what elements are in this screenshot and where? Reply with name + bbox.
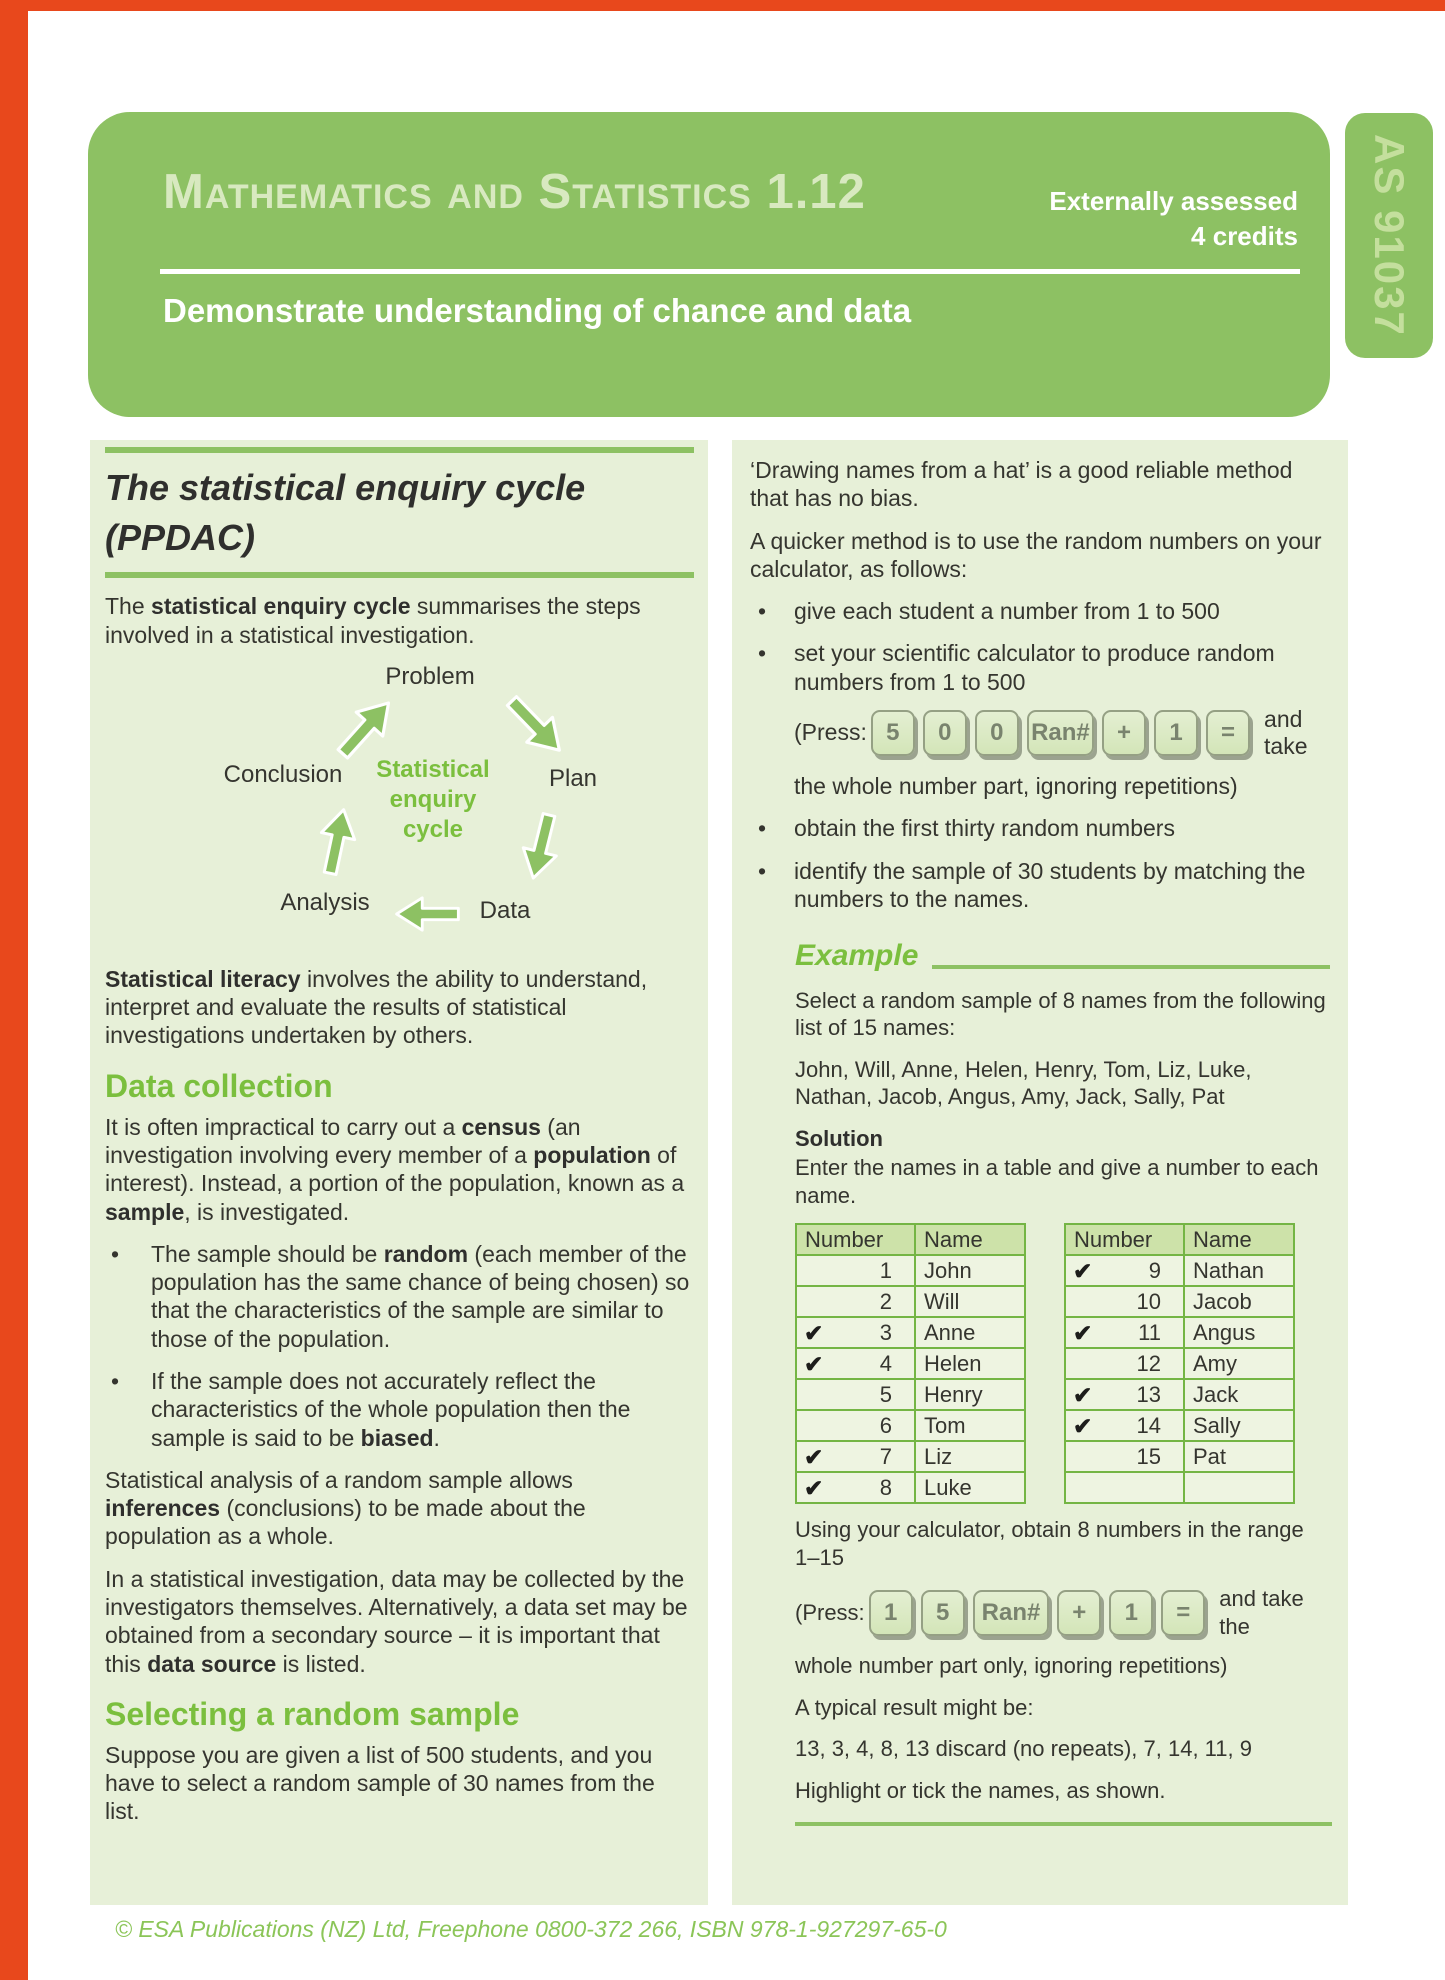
highlight-instruction: Highlight or tick the names, as shown. [795, 1777, 1166, 1803]
section-title: The statistical enquiry cycle (PPDAC) [105, 467, 586, 558]
bullet-marker: • [111, 1240, 120, 1267]
example-heading-rule [932, 965, 1330, 969]
standard-number-label: AS 91037 [1366, 134, 1413, 337]
ppdac-cycle-diagram [105, 663, 694, 959]
example-heading-row [795, 937, 1332, 975]
calc-key-equals: = [1206, 710, 1250, 756]
calc-key-5: 5 [921, 1590, 965, 1636]
table-row: 12 Amy [1065, 1348, 1294, 1379]
table-row: 10 Jacob [1065, 1286, 1294, 1317]
table-row: 6 Tom [796, 1410, 1025, 1441]
roll-table-left [795, 1223, 1026, 1504]
table-row: 2 Will [796, 1286, 1025, 1317]
table-row: ✔ 4 Helen [796, 1348, 1025, 1379]
cycle-arrow-data-to-analysis [393, 895, 461, 933]
section-accent-bar-top [105, 447, 694, 453]
typical-result-values: 13, 3, 4, 8, 13 discard (no repeats), 7, 14, 11, 9 [795, 1736, 1252, 1762]
intro-paragraph: The statistical enquiry cycle summarises the steps involved in a statistical investigation. [105, 593, 641, 648]
press-suffix: and take the [1219, 1586, 1304, 1639]
table-row: ✔ 11 Angus [1065, 1317, 1294, 1348]
bullet-set-calculator: • set your scientific calculator to produce random numbers from 1 to 500 [750, 639, 1332, 696]
cycle-arrow-analysis-to-conclusion [310, 802, 364, 881]
table-row: ✔ 9 Nathan [1065, 1255, 1294, 1286]
diagram-center-label: Statistical enquiry cycle [376, 755, 490, 843]
calculator-range-text: Using your calculator, obtain 8 numbers in the range 1–15 [795, 1517, 1304, 1570]
census-paragraph: It is often impractical to carry out a census (an investigation involving every member of a population of interest). Instead, a portion of the population, known as a sample, is investigated. [105, 1113, 685, 1225]
table-row: 1 John [796, 1255, 1025, 1286]
page-edge-left [0, 0, 28, 1980]
calc-key-5: 5 [871, 710, 915, 756]
calc-key-plus: + [1057, 1590, 1101, 1636]
calc-key-0: 0 [975, 710, 1019, 756]
heading-data-collection: Data collection [105, 1067, 333, 1104]
table-row: 15 Pat [1065, 1441, 1294, 1472]
calc-key-ran: Ran# [973, 1590, 1050, 1636]
bullet-marker: • [758, 815, 767, 842]
calc-key-0: 0 [923, 710, 967, 756]
table-row [1065, 1472, 1294, 1503]
bullet-marker: • [758, 598, 767, 625]
standard-subtitle: Demonstrate understanding of chance and data [163, 292, 912, 329]
bullet-marker: • [111, 1368, 120, 1394]
quicker-method-paragraph: A quicker method is to use the random numbers on your calculator, as follows: [750, 527, 1322, 582]
calculator-press-sequence-15 [795, 1585, 1332, 1640]
press-prefix: (Press: [794, 719, 867, 746]
hat-method-paragraph: ‘Drawing names from a hat’ is a good reliable method that has no bias. [750, 457, 1293, 512]
calc-key-plus: + [1102, 710, 1146, 756]
column-header-number: Number [796, 1224, 915, 1255]
copyright-footer: © ESA Publications (NZ) Ltd, Freephone 0800-372 266, ISBN 978-1-927297-65-0 [115, 1916, 947, 1942]
bullet-number-students: • give each student a number from 1 to 500 [750, 597, 1332, 625]
header-divider [160, 269, 1300, 274]
bullet-marker: • [758, 857, 767, 884]
data-source-paragraph: In a statistical investigation, data may be collected by the investigators themselves. Alternatively, a data set may be obtained from a secondary source – it is important that this data source is listed. [105, 1565, 688, 1677]
calc-key-1: 1 [1109, 1590, 1153, 1636]
example-heading: Example [795, 939, 919, 973]
press-suffix: and take [1264, 705, 1308, 759]
student-list-paragraph: Suppose you are given a list of 500 students, and you have to select a random sample of 30 names from the list. [105, 1741, 655, 1825]
diagram-label-analysis: Analysis [280, 888, 370, 916]
calc-key-1: 1 [1154, 710, 1198, 756]
diagram-label-problem: Problem [385, 662, 475, 690]
table-row: ✔ 13 Jack [1065, 1379, 1294, 1410]
bullet-biased-sample: • If the sample does not accurately reflect the characteristics of the whole population then the sample is said to be biased. [105, 1367, 694, 1452]
header-banner [88, 112, 1330, 417]
roll-table-right [1064, 1223, 1295, 1504]
calc-key-equals: = [1161, 1590, 1205, 1636]
bullet-obtain-numbers: • obtain the first thirty random numbers [750, 814, 1332, 842]
heading-selecting-random-sample: Selecting a random sample [105, 1695, 520, 1732]
press-continuation: whole number part only, ignoring repetitions) [795, 1653, 1228, 1679]
solution-intro: Enter the names in a table and give a number to each name. [795, 1155, 1319, 1208]
assessment-info [1049, 184, 1298, 254]
cycle-arrow-problem-to-plan [494, 683, 578, 768]
table-row: ✔ 8 Luke [796, 1472, 1025, 1503]
solution-label: Solution [795, 1125, 883, 1151]
typical-result-label: A typical result might be: [795, 1694, 1034, 1720]
diagram-label-plan: Plan [548, 764, 598, 792]
press-continuation: the whole number part, ignoring repetitions) [794, 772, 1238, 799]
diagram-label-data: Data [479, 896, 531, 924]
right-column-panel [732, 440, 1348, 1905]
column-header-number: Number [1065, 1224, 1184, 1255]
calc-key-ran: Ran# [1027, 710, 1094, 756]
statistical-literacy-paragraph: Statistical literacy involves the ability to understand, interpret and evaluate the results of statistical investigations undertaken by others. [105, 965, 648, 1049]
example-name-list: John, Will, Anne, Helen, Henry, Tom, Liz, Luke, Nathan, Jacob, Angus, Amy, Jack, Sally, Pat [795, 1056, 1252, 1110]
page-title: Mathematics and Statistics 1.12 [163, 165, 866, 219]
inferences-paragraph: Statistical analysis of a random sample allows inferences (conclusions) to be made about the population as a whole. [105, 1466, 586, 1550]
page-edge-top [0, 0, 1445, 11]
assessment-type: Externally assessed [1049, 186, 1298, 216]
example-problem-text: Select a random sample of 8 names from the following list of 15 names: [795, 987, 1326, 1041]
standard-number-tab [1345, 113, 1433, 358]
section-accent-bar-bottom [105, 572, 694, 578]
table-row: ✔ 7 Liz [796, 1441, 1025, 1472]
example-block [795, 937, 1332, 1804]
table-row: ✔ 14 Sally [1065, 1410, 1294, 1441]
table-row: ✔ 3 Anne [796, 1317, 1025, 1348]
calc-key-1: 1 [869, 1590, 913, 1636]
diagram-label-conclusion: Conclusion [223, 760, 343, 788]
bullet-identify-sample: • identify the sample of 30 students by matching the numbers to the names. [750, 857, 1332, 914]
bullet-marker: • [758, 640, 767, 667]
left-column-panel [90, 440, 708, 1905]
table-row: 5 Henry [796, 1379, 1025, 1410]
credits-label: 4 credits [1191, 221, 1298, 252]
column-header-name: Name [1184, 1224, 1294, 1255]
press-prefix: (Press: [795, 1599, 865, 1625]
column-header-name: Name [915, 1224, 1025, 1255]
bullet-random-sample: • The sample should be random (each member of the population has the same chance of being chosen) so that the characteristics of the sample are similar to those of the population. [105, 1240, 694, 1353]
name-number-tables [795, 1223, 1332, 1504]
calculator-press-sequence-500 [794, 706, 1332, 760]
example-end-rule [795, 1822, 1332, 1826]
cycle-arrow-plan-to-data [513, 807, 569, 887]
